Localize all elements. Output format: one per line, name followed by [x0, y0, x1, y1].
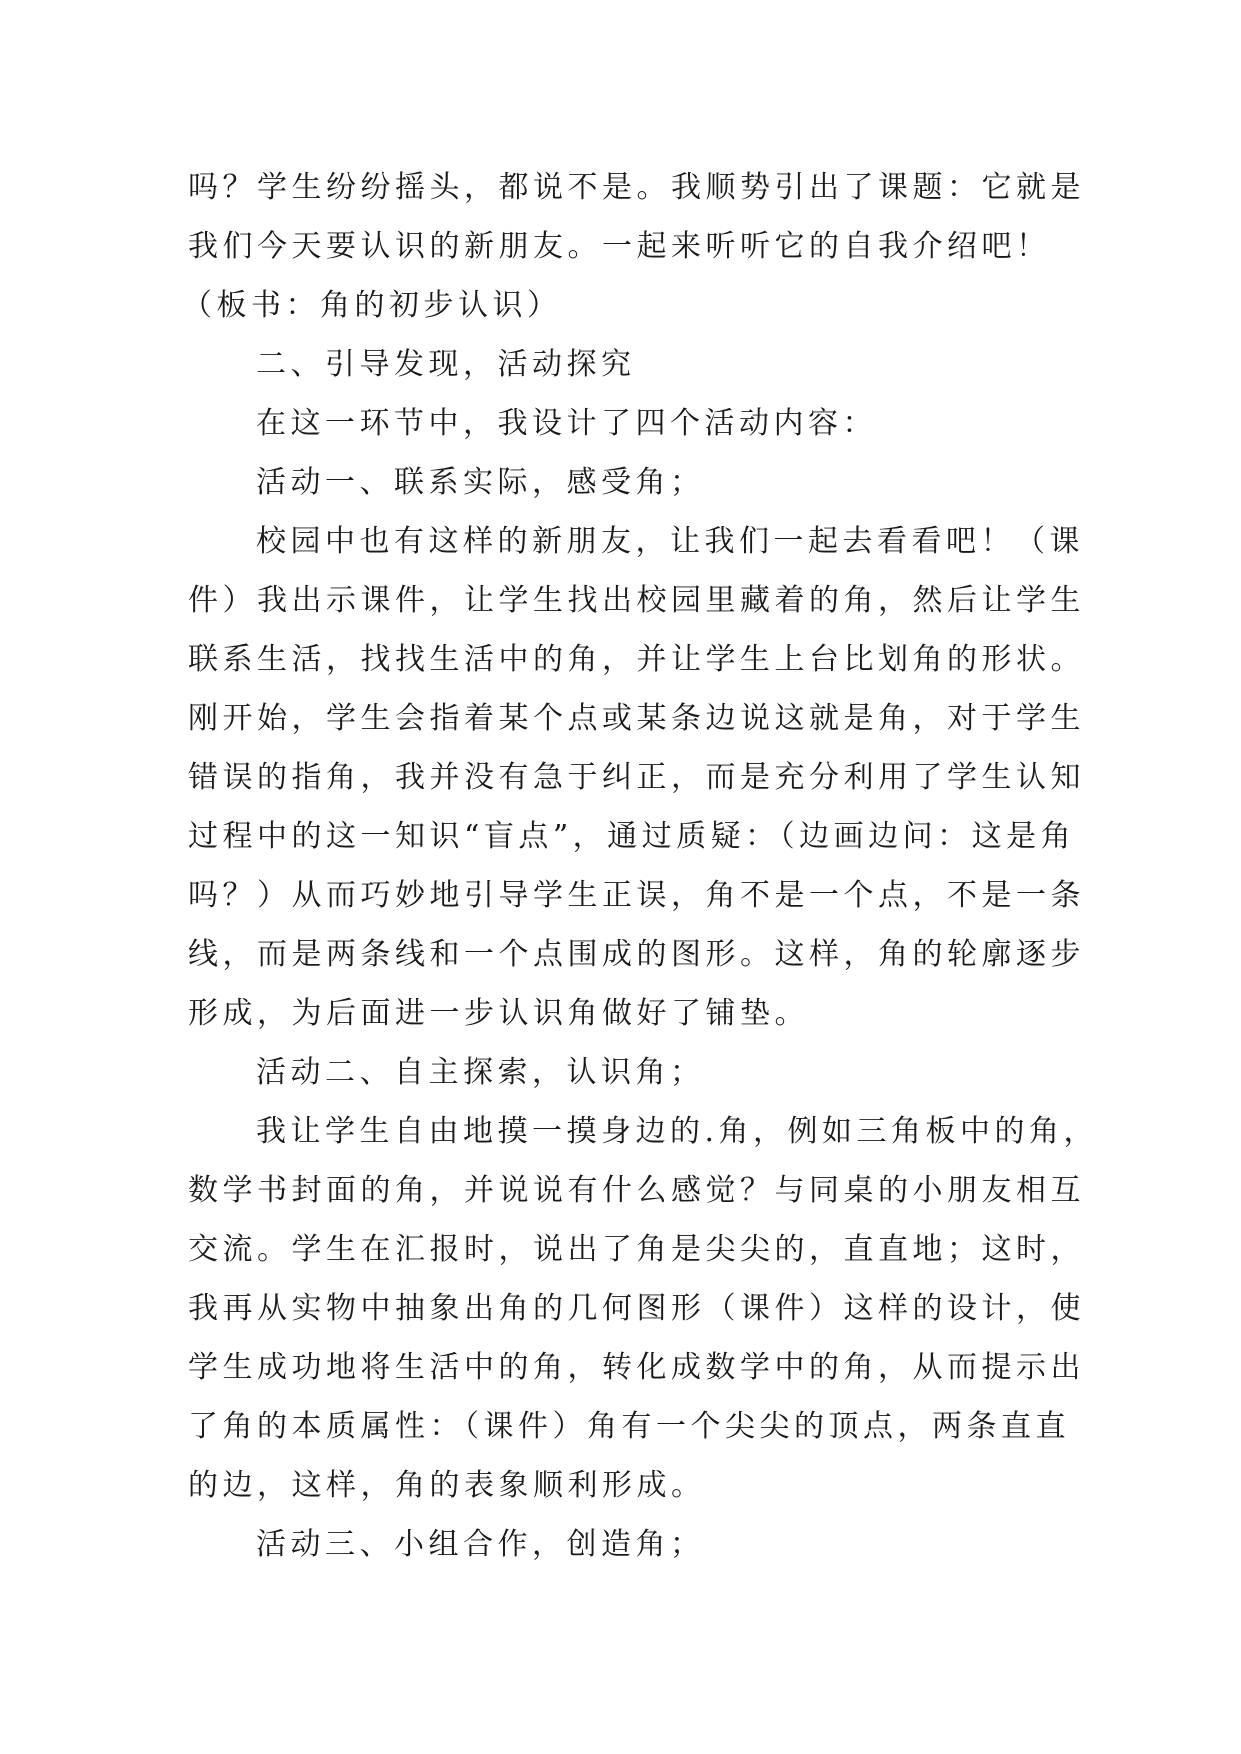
text-line: 我让学生自由地摸一摸身边的.角，例如三角板中的角， [256, 1114, 1099, 1149]
text-line: 我再从实物中抽象出角的几何图形（课件）这样的设计，使 [188, 1291, 1085, 1326]
document-body [182, 158, 1099, 1574]
text-line: 校园中也有这样的新朋友，让我们一起去看看吧！（课 [256, 524, 1084, 559]
activity-heading: 活动三、小组合作，创造角； [256, 1527, 705, 1562]
text-line: 我们今天要认识的新朋友。一起来听听它的自我介绍吧！ [188, 229, 1051, 264]
text-line: 吗？学生纷纷摇头，都说不是。我顺势引出了课题：它就是 [188, 170, 1085, 205]
text-line: 件）我出示课件，让学生找出校园里藏着的角，然后让学生 [188, 583, 1085, 618]
text-line: 了角的本质属性：（课件）角有一个尖尖的顶点，两条直直 [188, 1409, 1070, 1444]
text-line: 在这一环节中，我设计了四个活动内容： [256, 406, 877, 441]
activity-heading: 活动一、联系实际，感受角； [256, 465, 705, 500]
text-line: 错误的指角，我并没有急于纠正，而是充分利用了学生认知 [188, 760, 1085, 795]
text-line: 数学书封面的角，并说说有什么感觉？与同桌的小朋友相互 [188, 1173, 1085, 1208]
section-heading: 二、引导发现，活动探究 [256, 347, 636, 382]
text-line: 过程中的这一知识“盲点”，通过质疑：（边画边问：这是角 [188, 819, 1076, 854]
activity-heading: 活动二、自主探索，认识角； [256, 1055, 705, 1090]
text-line: 吗？）从而巧妙地引导学生正误，角不是一个点，不是一条 [188, 878, 1085, 913]
text-line: 刚开始，学生会指着某个点或某条边说这就是角，对于学生 [188, 701, 1085, 736]
text-line: 交流。学生在汇报时，说出了角是尖尖的，直直地；这时， [188, 1232, 1085, 1267]
text-line: 形成，为后面进一步认识角做好了铺垫。 [188, 996, 809, 1031]
text-line: 线，而是两条线和一个点围成的图形。这样，角的轮廓逐步 [188, 937, 1085, 972]
text-line: 联系生活，找找生活中的角，并让学生上台比划角的形状。 [188, 642, 1085, 677]
text-line: 学生成功地将生活中的角，转化成数学中的角，从而提示出 [188, 1350, 1085, 1385]
text-line: （板书：角的初步认识） [182, 288, 562, 323]
text-line: 的边，这样，角的表象顺利形成。 [188, 1468, 706, 1503]
